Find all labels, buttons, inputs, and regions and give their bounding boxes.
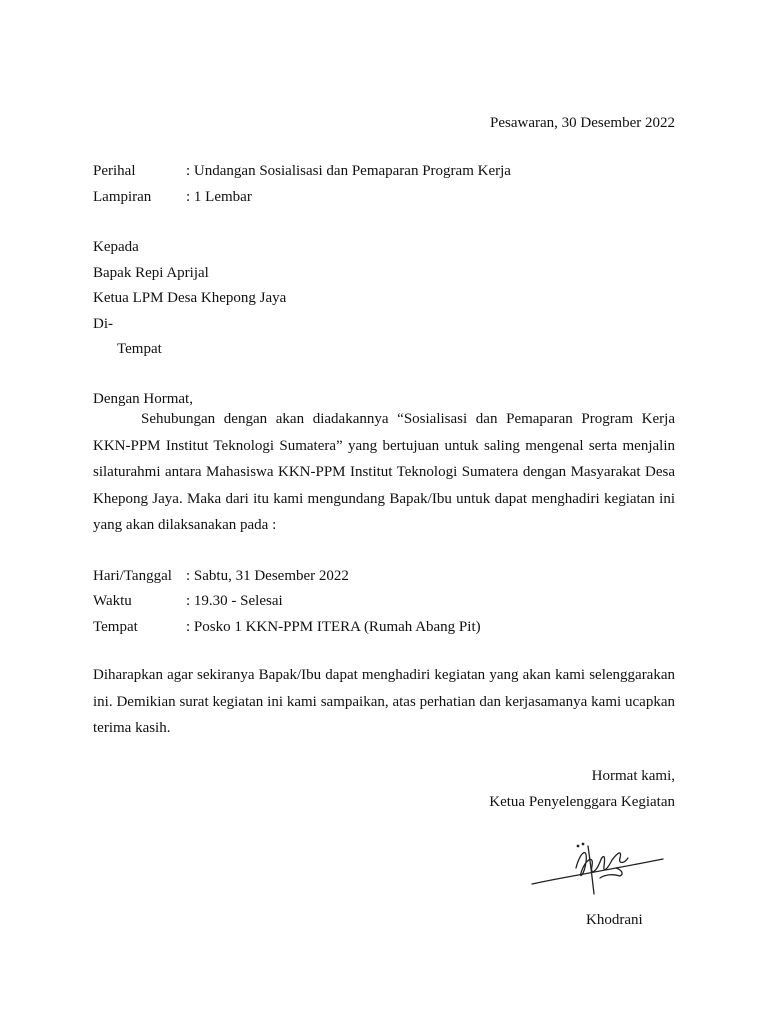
attachment-row	[93, 187, 252, 207]
event-day-row	[93, 566, 349, 586]
subject-label: Perihal	[93, 163, 136, 179]
closing-paragraph: Diharapkan agar sekiranya Bapak/Ibu dapat menghadiri kegiatan yang akan kami selenggarakan ini. Demikian surat kegiatan ini kami sampaikan, atas perhatian dan kerjasamanya kami ucapkan terima kasih.	[93, 667, 675, 736]
event-place-value: : Posko 1 KKN-PPM ITERA (Rumah Abang Pit)	[186, 619, 481, 635]
body-paragraph-text: Sehubungan dengan akan diadakannya “Sosialisasi dan Pemaparan Program Kerja KKN-PPM Institut Teknologi Sumatera” yang bertujuan untuk saling mengenal serta menjalin silaturahmi antara Mahasiswa KKN-PPM Institut Teknologi Sumatera dengan Masyarakat Desa Khepong Jaya. Maka dari itu kami mengundang Bapak/Ibu untuk dapat menghadiri kegiatan ini yang akan dilaksanakan pada :	[93, 411, 675, 533]
subject-value: : Undangan Sosialisasi dan Pemaparan Program Kerja	[186, 163, 511, 179]
event-day-label: Hari/Tanggal	[93, 568, 172, 584]
event-place-label: Tempat	[93, 619, 138, 635]
recipient-position: Ketua LPM Desa Khepong Jaya	[93, 290, 287, 306]
recipient-di: Di-	[93, 316, 113, 332]
recipient-to: Kepada	[93, 239, 139, 255]
body-paragraph	[93, 406, 675, 539]
signer-title: Ketua Penyelenggara Kegiatan	[489, 794, 675, 810]
regards: Hormat kami,	[591, 768, 675, 784]
event-time-label: Waktu	[93, 593, 132, 609]
attachment-value: : 1 Lembar	[186, 189, 252, 205]
signer-name: Khodrani	[586, 912, 643, 928]
event-time-row	[93, 591, 283, 611]
event-place-row	[93, 617, 481, 637]
attachment-label: Lampiran	[93, 189, 152, 205]
recipient-tempat: Tempat	[117, 341, 162, 357]
recipient-name: Bapak Repi Aprijal	[93, 265, 209, 281]
signature-image	[528, 832, 668, 902]
place-date: Pesawaran, 30 Desember 2022	[490, 115, 675, 131]
event-time-value: : 19.30 - Selesai	[186, 593, 283, 609]
greeting: Dengan Hormat,	[93, 391, 193, 407]
subject-row	[93, 161, 511, 181]
event-day-value: : Sabtu, 31 Desember 2022	[186, 568, 349, 584]
